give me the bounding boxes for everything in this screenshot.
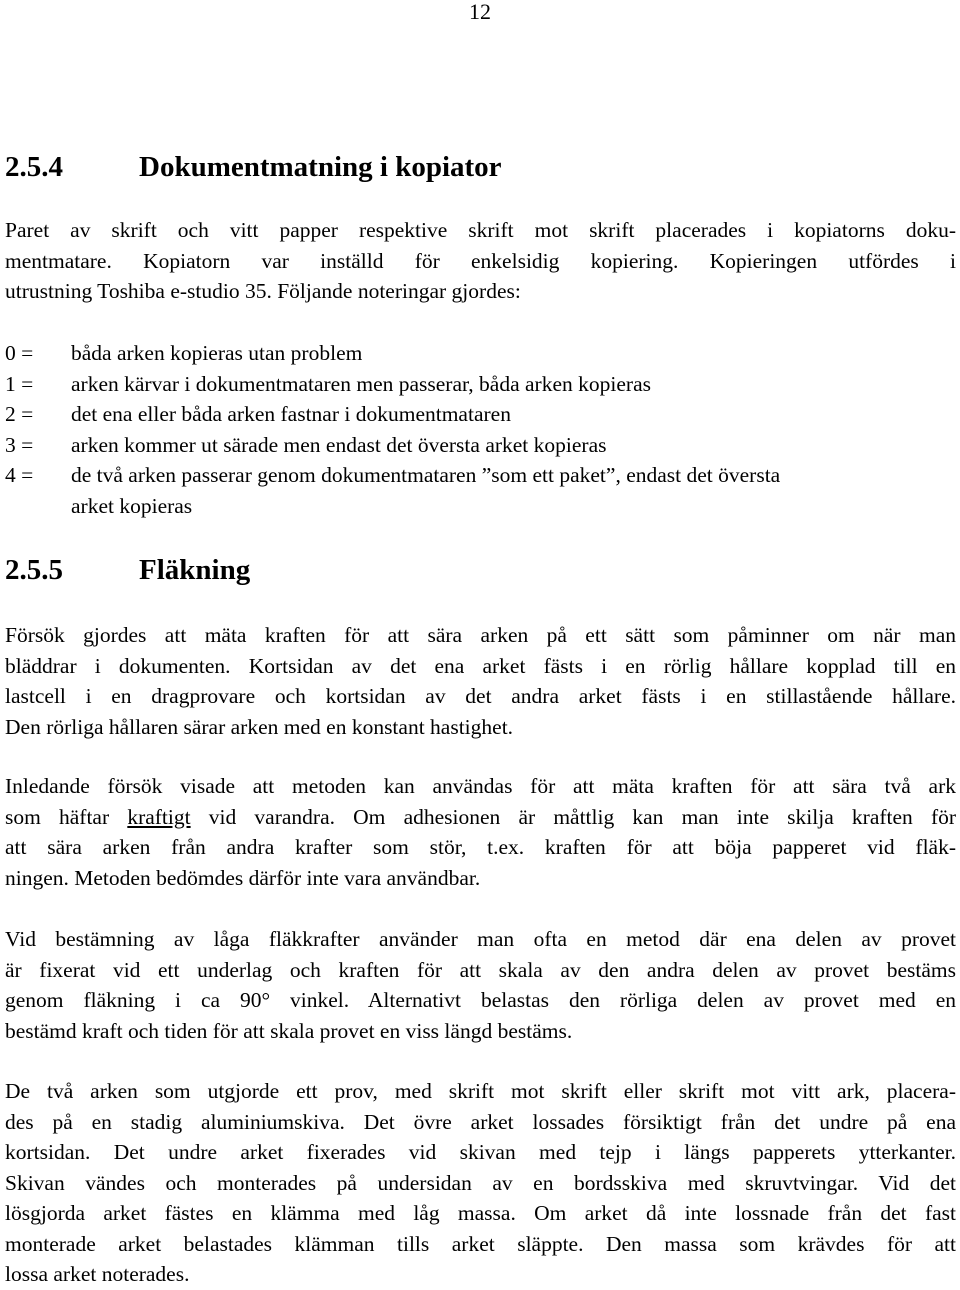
underlined-word: kraftigt xyxy=(127,804,191,829)
section-number: 2.5.5 xyxy=(5,554,63,586)
list-item xyxy=(5,460,956,521)
text-line: utrustning Toshiba e-studio 35. Följande noteringar gjordes: xyxy=(5,279,521,303)
section-heading-2-5-5 xyxy=(5,553,250,587)
code-key: 3 = xyxy=(5,432,34,457)
code-list xyxy=(5,338,956,521)
text-line: genom fläkning i ca 90° vinkel. Alternativt belastas den rörliga delen av provet med en xyxy=(5,988,956,1012)
text-line: Försök gjordes att mäta kraften för att sära arken på ett sätt som påminner om när man xyxy=(5,623,956,647)
text-line: Vid bestämning av låga fläkkrafter använder man ofta en metod där ena delen av provet xyxy=(5,927,956,951)
section-heading-2-5-4 xyxy=(5,150,502,184)
list-item xyxy=(5,399,956,430)
text-line: Inledande försök visade att metoden kan användas för att mäta kraften för att sära två ark xyxy=(5,774,956,798)
paragraph-2 xyxy=(5,771,956,893)
text-line: Den rörliga hållaren särar arken med en konstant hastighet. xyxy=(5,714,514,739)
text-line: arket kopieras xyxy=(71,493,193,518)
code-key: 1 = xyxy=(5,371,34,396)
text-line: de två arken passerar genom dokumentmataren ”som ett paket”, endast det översta xyxy=(71,463,781,487)
text-line: monterade arket belastades klämman tills arket släppte. Den massa som krävdes för att xyxy=(5,1231,956,1256)
text-line: des på en stadig aluminiumskiva. Det övre arket lossades försiktigt från det undre på ena xyxy=(5,1109,956,1134)
text-line: bestämd kraft och tiden för att skala provet en viss längd bestäms. xyxy=(5,1018,573,1043)
text-line: lossa arket noterades. xyxy=(5,1262,190,1286)
text-line: mentmatare. Kopiatorn var inställd för enkelsidig kopiering. Kopieringen utfördes i xyxy=(5,248,956,273)
section-title: Fläkning xyxy=(139,554,251,586)
code-key: 0 = xyxy=(5,341,34,365)
text-span: vid varandra. Om adhesionen är måttlig kan man inte skilja kraften för xyxy=(208,804,957,829)
list-item xyxy=(5,369,956,400)
text-line: Paret av skrift och vitt papper respektive skrift mot skrift placerades i kopiatorns doku- xyxy=(5,218,956,242)
section-number: 2.5.4 xyxy=(5,151,63,183)
code-text xyxy=(71,460,956,521)
intro-paragraph xyxy=(5,215,956,307)
paragraph-1 xyxy=(5,620,956,742)
code-text: båda arken kopieras utan problem xyxy=(71,341,363,365)
text-line xyxy=(5,802,956,833)
text-line: Skivan vändes och monterades på undersidan av en bordsskiva med skruvtvingar. Vid det xyxy=(5,1170,956,1195)
list-item xyxy=(5,430,956,461)
text-line: lastcell i en dragprovare och kortsidan av det andra arket fästs i en stillastående hållare. xyxy=(5,684,956,708)
paragraph-3 xyxy=(5,924,956,1046)
code-text: arken kommer ut särade men endast det översta arket kopieras xyxy=(71,432,607,457)
text-line: bläddrar i dokumenten. Kortsidan av det ena arket fästs i en rörlig hållare kopplad till en xyxy=(5,653,956,678)
text-line: lösgjorda arket fästes en klämma med låg massa. Om arket då inte lossnade från det fast xyxy=(5,1201,956,1225)
page-number: 12 xyxy=(469,0,491,24)
text-line: De två arken som utgjorde ett prov, med skrift mot skrift eller skrift mot vitt ark, placera- xyxy=(5,1079,956,1103)
list-item xyxy=(5,338,956,369)
text-span: som häftar xyxy=(5,804,110,829)
text-line: kortsidan. Det undre arket fixerades vid skivan med tejp i längs papperets ytterkanter. xyxy=(5,1140,956,1164)
text-line: är fixerat vid ett underlag och kraften för att skala av den andra delen av provet bestäms xyxy=(5,957,956,982)
text-line: att sära arken från andra krafter som stör, t.ex. kraften för att böja papperet vid fläk- xyxy=(5,835,956,859)
text-line: ningen. Metoden bedömdes därför inte vara användbar. xyxy=(5,865,481,890)
code-text: arken kärvar i dokumentmataren men passerar, båda arken kopieras xyxy=(71,371,651,396)
section-title: Dokumentmatning i kopiator xyxy=(139,151,502,183)
paragraph-4 xyxy=(5,1076,956,1290)
code-text: det ena eller båda arken fastnar i dokumentmataren xyxy=(71,402,511,426)
code-key: 2 = xyxy=(5,402,34,426)
code-key: 4 = xyxy=(5,463,34,487)
